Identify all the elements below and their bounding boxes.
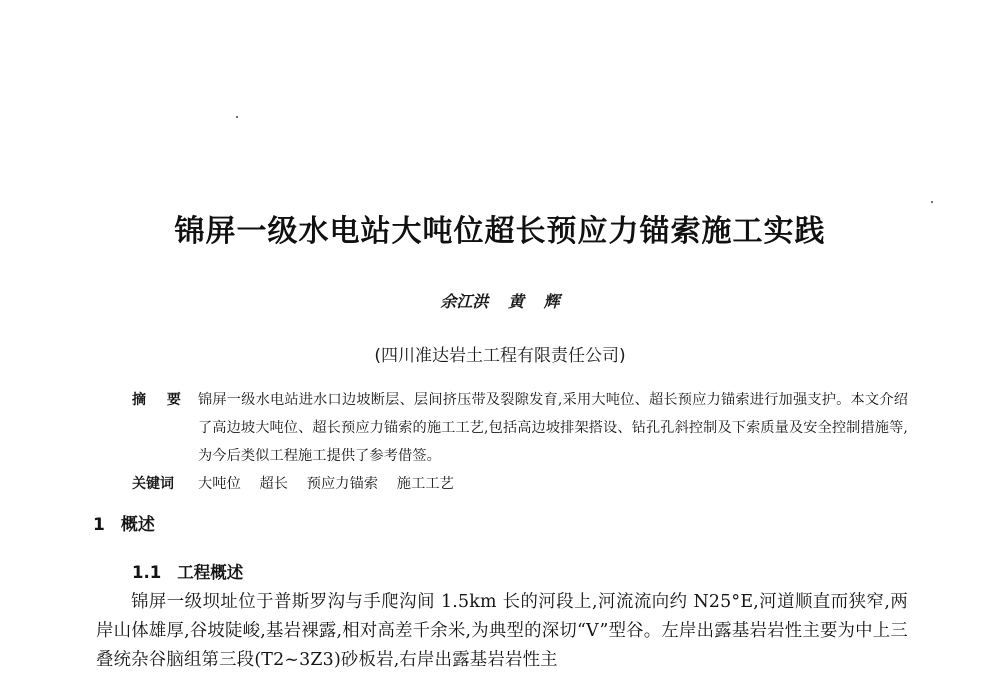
section-title: 概述	[120, 515, 155, 535]
scan-speck	[236, 116, 238, 118]
keyword-item: 超长	[259, 476, 289, 492]
body-paragraph: 锦屏一级坝址位于普斯罗沟与手爬沟间 1.5km 长的河段上,河流流向约 N25°E,河道顺直而狭窄,两岸山体雄厚,谷坡陡峻,基岩裸露,相对高差千余米,为典型的深切“V”型谷。左岸出露基岩岩性主要为中上三叠统杂谷脑组第三段(T2~3Z3)砂板岩,右岸出露基岩岩性主	[96, 592, 908, 670]
keywords-list	[198, 470, 908, 498]
keyword-item: 预应力锚索	[306, 476, 379, 492]
abstract-text: 锦屏一级水电站进水口边坡断层、层间挤压带及裂隙发育,采用大吨位、超长预应力锚索进行加强支护。本文介绍了高边坡大吨位、超长预应力锚索的施工工艺,包括高边坡排架搭设、钻孔孔斜控制及下索质量及安全控制措施等,为今后类似工程施工提供了参考借签。	[198, 392, 908, 464]
keyword-item: 施工工艺	[396, 476, 454, 492]
paper-title: 锦屏一级水电站大吨位超长预应力锚索施工实践	[174, 214, 826, 249]
keyword-item: 大吨位	[198, 476, 241, 492]
subsection-title: 工程概述	[177, 563, 244, 582]
paper-affiliation: (四川准达岩土工程有限责任公司)	[374, 346, 626, 366]
section-number: 1	[93, 515, 105, 535]
subsection-number: 1.1	[132, 563, 162, 582]
abstract-row	[132, 386, 908, 470]
keywords-label: 关键词	[132, 476, 174, 492]
paper-authors: 余江洪 黄 辉	[440, 292, 560, 311]
abstract-section	[132, 386, 908, 498]
section-heading	[93, 510, 155, 535]
subsection-heading	[132, 559, 243, 583]
abstract-label: 摘 要	[132, 392, 189, 408]
keywords-row	[132, 470, 908, 498]
scan-speck	[931, 201, 933, 203]
